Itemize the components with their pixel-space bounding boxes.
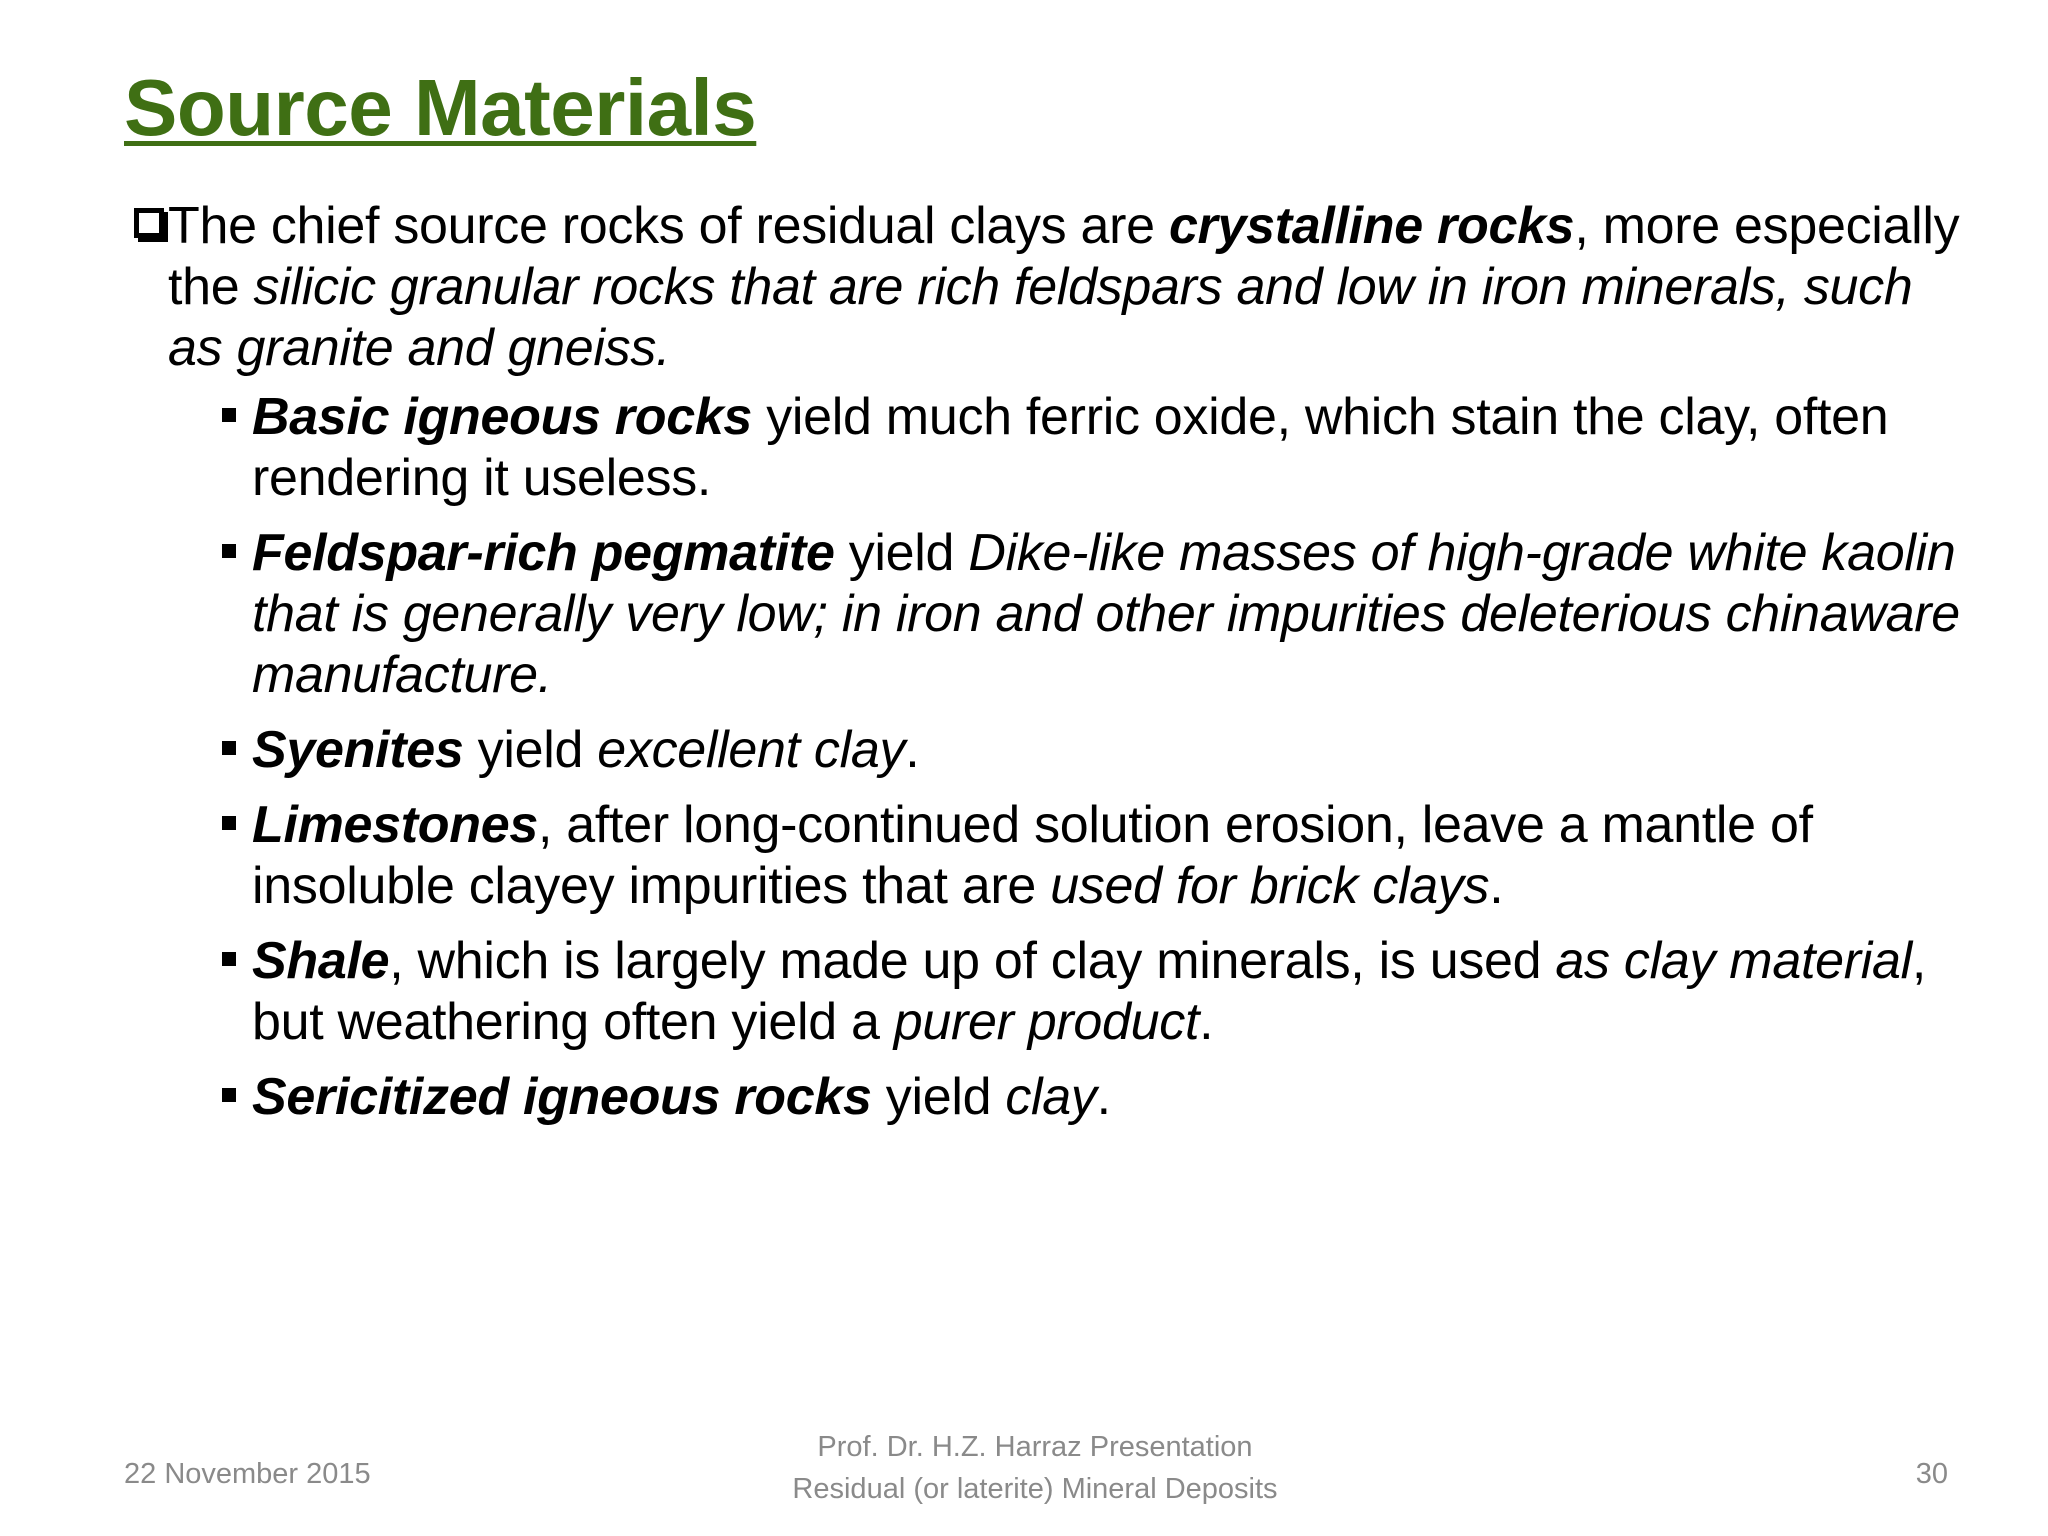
item-text-end: . xyxy=(905,721,920,779)
slide-title: Source Materials xyxy=(124,63,757,152)
list-item-syenites xyxy=(252,720,1964,781)
item-text: yield much ferric oxide, which stain the clay, often rendering it useless. xyxy=(252,388,1889,507)
filled-square-bullet-icon xyxy=(222,741,236,755)
filled-square-bullet-icon xyxy=(222,544,236,558)
item-italic-text: Dike-like masses of high-grade white kaolin that is generally very low; in iron and other impurities deleterious chinaware manufacture. xyxy=(252,524,1960,704)
list-item-feldspar-rich-pegmatite xyxy=(252,523,1964,706)
item-italic-text: excellent clay xyxy=(597,721,906,779)
filled-square-bullet-icon xyxy=(222,408,236,422)
item-text: yield xyxy=(834,524,969,582)
main-point-text-2: , more especially the xyxy=(168,197,1960,316)
footer-author-line: Prof. Dr. H.Z. Harraz Presentation xyxy=(817,1431,1253,1463)
sub-bullet-list xyxy=(124,387,1964,1128)
filled-square-bullet-icon xyxy=(222,816,236,830)
item-term: Sericitized igneous rocks xyxy=(252,1068,872,1126)
list-item-sericitized-igneous-rocks xyxy=(252,1067,1964,1128)
filled-square-bullet-icon xyxy=(222,1088,236,1102)
list-item-limestones xyxy=(252,795,1964,917)
main-point-text-1: The chief source rocks of residual clays are xyxy=(168,197,1169,255)
main-point-emphasis-crystalline-rocks: crystalline rocks xyxy=(1168,197,1575,255)
item-italic-text-2: purer product xyxy=(893,993,1200,1051)
hollow-square-bullet-icon xyxy=(134,208,164,238)
item-italic-text: used for brick clays xyxy=(1050,857,1490,915)
item-text: yield xyxy=(871,1068,1006,1126)
item-italic-text: as clay material xyxy=(1555,932,1912,990)
item-term: Basic igneous rocks xyxy=(252,388,753,446)
item-text: , which is largely made up of clay minerals, is used xyxy=(389,932,1556,990)
item-text-2: , but weathering often yield a xyxy=(252,932,1927,1051)
list-item-shale xyxy=(252,931,1964,1053)
item-term: Syenites xyxy=(252,721,464,779)
main-point-italic-silicic-rocks: silicic granular rocks that are rich feldspars and low in iron minerals, such as granite and gneiss. xyxy=(168,258,1913,377)
filled-square-bullet-icon xyxy=(222,952,236,966)
item-term: Feldspar-rich pegmatite xyxy=(252,524,835,582)
footer-presentation-info xyxy=(700,1426,1370,1510)
item-term: Shale xyxy=(252,932,390,990)
slide-body xyxy=(124,196,1964,1142)
item-term: Limestones xyxy=(252,796,538,854)
main-bullet-point xyxy=(124,196,1964,379)
item-italic-text: clay xyxy=(1005,1068,1097,1126)
item-text: , after long-continued solution erosion, leave a mantle of insoluble clayey impurities that are xyxy=(252,796,1813,915)
item-text-end: . xyxy=(1489,857,1504,915)
list-item-basic-igneous-rocks xyxy=(252,387,1964,509)
footer-date: 22 November 2015 xyxy=(124,1458,371,1490)
item-text-end: . xyxy=(1199,993,1214,1051)
slide-page-number: 30 xyxy=(1915,1458,1948,1490)
item-text-end: . xyxy=(1096,1068,1111,1126)
item-text: yield xyxy=(463,721,598,779)
footer-topic-line: Residual (or laterite) Mineral Deposits xyxy=(792,1473,1278,1505)
